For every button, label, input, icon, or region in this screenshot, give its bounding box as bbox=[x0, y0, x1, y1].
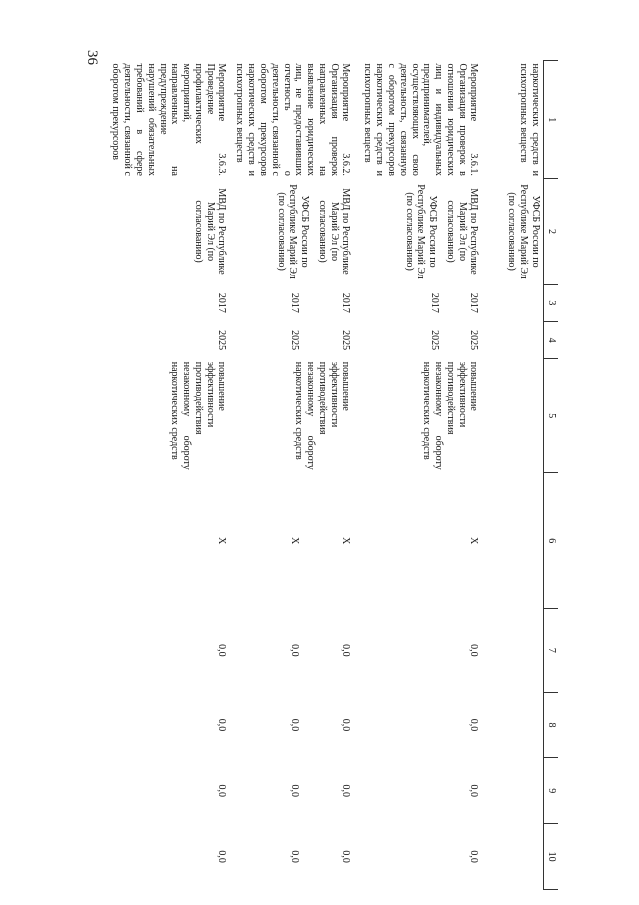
table-row bbox=[482, 61, 544, 890]
end-year: 2025 bbox=[428, 330, 440, 351]
end-year-cell bbox=[354, 321, 482, 358]
funding-cell: 0,0 bbox=[216, 850, 228, 863]
funding-value: 0,0 bbox=[340, 718, 352, 732]
funding-cell: 0,0 bbox=[216, 644, 228, 657]
start-year-cell bbox=[354, 284, 482, 321]
executor-name: МВД по Республике Марий Эл (по согласованию) bbox=[316, 188, 352, 275]
col-header-3: 3 bbox=[544, 284, 559, 321]
funding-value: 0,0 bbox=[340, 850, 352, 863]
table-row bbox=[354, 61, 482, 890]
executor-name: МВД по Республике Марий Эл (по согласованию) bbox=[192, 188, 228, 275]
activity-cell: Мероприятие 3.6.2. Организация проверок направленных на выявление юридических лиц, не предоставивших отчетность о деятельности, связанной с оборотом прекурсоров наркотических средств и психотропных веществ bbox=[234, 63, 352, 176]
executor-cell bbox=[230, 179, 354, 284]
end-year: 2025 bbox=[340, 330, 352, 351]
activity-cell: наркотических средств и психотропных веществ bbox=[518, 63, 541, 176]
start-year-cell: 2017 bbox=[216, 292, 228, 313]
executor-cell bbox=[482, 179, 544, 284]
funding-cell bbox=[230, 609, 354, 692]
executor-name: УФСБ России по Республике Марий Эл (по согласованию) bbox=[403, 184, 439, 279]
col-header-5: 5 bbox=[544, 359, 559, 473]
end-year-cell bbox=[230, 321, 354, 358]
end-year-cell: 2025 bbox=[216, 330, 228, 351]
col-header-6: 6 bbox=[544, 473, 559, 609]
col-header-9: 9 bbox=[544, 758, 559, 824]
funding-cell bbox=[230, 824, 354, 890]
table-row bbox=[230, 61, 354, 890]
program-table-rotated bbox=[110, 60, 558, 890]
col-header-4: 4 bbox=[544, 321, 559, 358]
executor-cell bbox=[108, 179, 230, 284]
indicator: X bbox=[340, 537, 352, 545]
result-cell: повышение эффективности противодействия незаконному обороту наркотических средств bbox=[293, 361, 352, 470]
start-year-cell bbox=[230, 284, 354, 321]
col-header-7: 7 bbox=[544, 609, 559, 692]
indicator: X bbox=[288, 537, 300, 545]
end-year: 2025 bbox=[468, 330, 480, 351]
end-year: 2025 bbox=[288, 330, 300, 351]
col-header-8: 8 bbox=[544, 692, 559, 758]
start-year: 2017 bbox=[288, 292, 300, 313]
funding-value: 0,0 bbox=[340, 644, 352, 657]
header-row bbox=[544, 61, 559, 890]
col-header-1: 1 bbox=[544, 61, 559, 179]
col-header-2: 2 bbox=[544, 179, 559, 284]
funding-cell: 0,0 bbox=[468, 784, 480, 797]
start-year: 2017 bbox=[468, 292, 480, 313]
activity-cell: Мероприятие 3.6.1. Организация проверок в отношении юридических лиц и индивидуальных предпринимателей, осуществляющих свою деятельность, связанную с оборотом прекурсоров наркотических средств и психотропных веществ bbox=[362, 63, 480, 176]
funding-cell: 0,0 bbox=[216, 718, 228, 732]
result-cell: повышение эффективности противодействия незаконному обороту наркотических средств bbox=[169, 361, 228, 470]
funding-cell bbox=[230, 692, 354, 758]
col-header-10: 10 bbox=[544, 824, 559, 890]
funding-cell bbox=[230, 758, 354, 824]
activity-cell: Мероприятие 3.6.3. Проведение профилактических мероприятий, направленных на предупреждение нарушений обязательных требований в сфере деятельности, связанной с оборотом прекурсоров bbox=[110, 63, 228, 176]
funding-value: 0,0 bbox=[288, 644, 300, 657]
funding-value: 0,0 bbox=[340, 784, 352, 797]
funding-value: 0,0 bbox=[288, 784, 300, 797]
funding-value: 0,0 bbox=[288, 718, 300, 732]
result-cell: повышение эффективности противодействия незаконному обороту наркотических средств bbox=[421, 361, 480, 470]
funding-cell: 0,0 bbox=[468, 644, 480, 657]
executor-name: УФСБ России по Республике Марий Эл (по согласованию) bbox=[275, 184, 311, 279]
executor-name: УФСБ России по Республике Марий Эл (по согласованию) bbox=[506, 184, 541, 279]
start-year: 2017 bbox=[428, 292, 440, 313]
indicator-cell bbox=[230, 473, 354, 609]
program-table bbox=[108, 60, 558, 890]
funding-cell: 0,0 bbox=[468, 718, 480, 732]
indicator-cell: X bbox=[468, 537, 480, 545]
page-number: 36 bbox=[84, 50, 100, 65]
executor-cell bbox=[354, 179, 482, 284]
funding-value: 0,0 bbox=[288, 850, 300, 863]
executor-name: МВД по Республике Марий Эл (по согласованию) bbox=[444, 188, 480, 275]
funding-cell: 0,0 bbox=[468, 850, 480, 863]
start-year: 2017 bbox=[340, 292, 352, 313]
funding-cell: 0,0 bbox=[216, 784, 228, 797]
table-row bbox=[108, 61, 230, 890]
indicator-cell: X bbox=[216, 537, 228, 545]
